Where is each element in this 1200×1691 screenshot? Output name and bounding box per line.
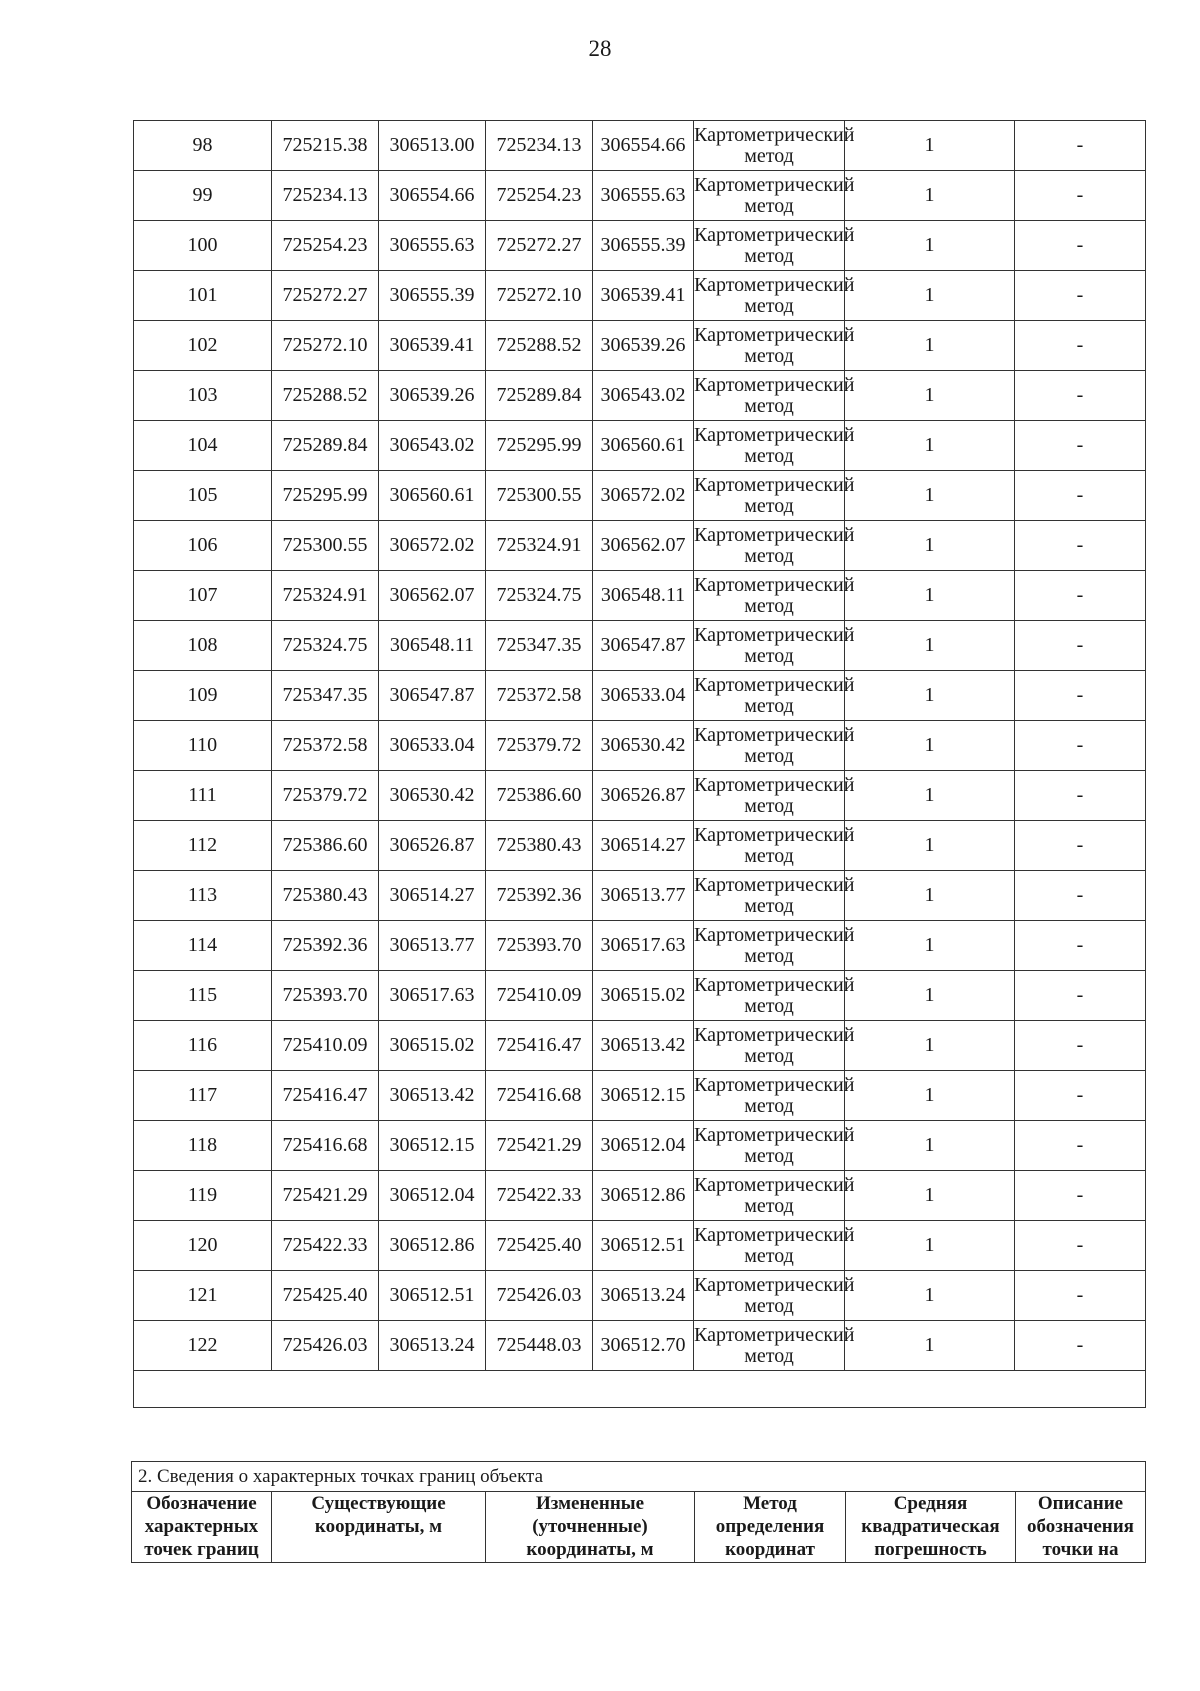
cell-point: 109 xyxy=(134,671,272,721)
cell-method: Картометрический метод xyxy=(694,1221,845,1271)
table-row xyxy=(134,671,1146,721)
cell-changed-y: 306512.15 xyxy=(593,1071,694,1121)
cell-accuracy: 1 xyxy=(845,571,1015,621)
cell-description: - xyxy=(1015,271,1146,321)
cell-changed-y: 306512.51 xyxy=(593,1221,694,1271)
cell-changed-y: 306517.63 xyxy=(593,921,694,971)
cell-changed-y: 306555.39 xyxy=(593,221,694,271)
cell-changed-y: 306526.87 xyxy=(593,771,694,821)
cell-changed-x: 725254.23 xyxy=(486,171,593,221)
cell-method: Картометрический метод xyxy=(694,521,845,571)
cell-existing-x: 725422.33 xyxy=(272,1221,379,1271)
cell-changed-x: 725295.99 xyxy=(486,421,593,471)
cell-existing-y: 306562.07 xyxy=(379,571,486,621)
cell-changed-x: 725416.47 xyxy=(486,1021,593,1071)
cell-changed-x: 725448.03 xyxy=(486,1321,593,1371)
cell-accuracy: 1 xyxy=(845,321,1015,371)
table-row xyxy=(134,171,1146,221)
cell-changed-y: 306513.24 xyxy=(593,1271,694,1321)
table-row xyxy=(134,1221,1146,1271)
table-row xyxy=(134,271,1146,321)
cell-point: 108 xyxy=(134,621,272,671)
cell-existing-y: 306533.04 xyxy=(379,721,486,771)
cell-existing-x: 725324.75 xyxy=(272,621,379,671)
cell-description: - xyxy=(1015,1121,1146,1171)
cell-point: 112 xyxy=(134,821,272,871)
cell-changed-x: 725393.70 xyxy=(486,921,593,971)
table-row xyxy=(134,521,1146,571)
cell-changed-x: 725234.13 xyxy=(486,121,593,171)
empty-row xyxy=(134,1371,1146,1408)
cell-existing-x: 725386.60 xyxy=(272,821,379,871)
cell-accuracy: 1 xyxy=(845,1171,1015,1221)
cell-point: 104 xyxy=(134,421,272,471)
cell-changed-x: 725324.91 xyxy=(486,521,593,571)
cell-changed-y: 306539.26 xyxy=(593,321,694,371)
cell-description: - xyxy=(1015,871,1146,921)
cell-point: 114 xyxy=(134,921,272,971)
table-row xyxy=(134,1271,1146,1321)
cell-method: Картометрический метод xyxy=(694,971,845,1021)
cell-description: - xyxy=(1015,921,1146,971)
cell-method: Картометрический метод xyxy=(694,171,845,221)
cell-method: Картометрический метод xyxy=(694,671,845,721)
cell-existing-x: 725416.47 xyxy=(272,1071,379,1121)
header-accuracy: Средняя квадратическая погрешность xyxy=(846,1492,1016,1563)
cell-description: - xyxy=(1015,1221,1146,1271)
cell-existing-y: 306512.15 xyxy=(379,1121,486,1171)
cell-existing-y: 306539.26 xyxy=(379,371,486,421)
cell-point: 100 xyxy=(134,221,272,271)
cell-changed-x: 725272.10 xyxy=(486,271,593,321)
cell-method: Картометрический метод xyxy=(694,1021,845,1071)
cell-existing-x: 725380.43 xyxy=(272,871,379,921)
cell-method: Картометрический метод xyxy=(694,771,845,821)
cell-changed-y: 306530.42 xyxy=(593,721,694,771)
cell-changed-y: 306514.27 xyxy=(593,821,694,871)
table-row xyxy=(134,1321,1146,1371)
cell-existing-x: 725272.27 xyxy=(272,271,379,321)
cell-method: Картометрический метод xyxy=(694,321,845,371)
cell-method: Картометрический метод xyxy=(694,121,845,171)
cell-existing-x: 725215.38 xyxy=(272,121,379,171)
empty-cell xyxy=(134,1371,1146,1408)
table-row xyxy=(134,871,1146,921)
cell-existing-x: 725324.91 xyxy=(272,571,379,621)
cell-existing-y: 306513.42 xyxy=(379,1071,486,1121)
cell-description: - xyxy=(1015,971,1146,1021)
cell-existing-x: 725288.52 xyxy=(272,371,379,421)
cell-accuracy: 1 xyxy=(845,671,1015,721)
cell-description: - xyxy=(1015,1171,1146,1221)
cell-description: - xyxy=(1015,1321,1146,1371)
table-row xyxy=(134,221,1146,271)
cell-existing-x: 725421.29 xyxy=(272,1171,379,1221)
cell-existing-y: 306515.02 xyxy=(379,1021,486,1071)
cell-method: Картометрический метод xyxy=(694,1121,845,1171)
section2-title: 2. Сведения о характерных точках границ объекта xyxy=(132,1462,1146,1492)
cell-changed-x: 725347.35 xyxy=(486,621,593,671)
cell-existing-y: 306554.66 xyxy=(379,171,486,221)
cell-changed-x: 725372.58 xyxy=(486,671,593,721)
page-number: 28 xyxy=(588,36,612,61)
cell-point: 110 xyxy=(134,721,272,771)
cell-accuracy: 1 xyxy=(845,221,1015,271)
cell-method: Картометрический метод xyxy=(694,721,845,771)
cell-existing-x: 725416.68 xyxy=(272,1121,379,1171)
cell-point: 102 xyxy=(134,321,272,371)
cell-existing-x: 725289.84 xyxy=(272,421,379,471)
cell-description: - xyxy=(1015,221,1146,271)
cell-method: Картометрический метод xyxy=(694,421,845,471)
cell-existing-y: 306555.63 xyxy=(379,221,486,271)
cell-description: - xyxy=(1015,1021,1146,1071)
cell-description: - xyxy=(1015,1271,1146,1321)
cell-changed-x: 725288.52 xyxy=(486,321,593,371)
cell-accuracy: 1 xyxy=(845,1121,1015,1171)
table-row xyxy=(134,571,1146,621)
table-row xyxy=(134,1171,1146,1221)
cell-point: 101 xyxy=(134,271,272,321)
cell-description: - xyxy=(1015,571,1146,621)
cell-point: 122 xyxy=(134,1321,272,1371)
cell-changed-x: 725426.03 xyxy=(486,1271,593,1321)
cell-changed-x: 725324.75 xyxy=(486,571,593,621)
cell-changed-x: 725289.84 xyxy=(486,371,593,421)
cell-changed-x: 725410.09 xyxy=(486,971,593,1021)
cell-changed-y: 306539.41 xyxy=(593,271,694,321)
cell-changed-y: 306560.61 xyxy=(593,421,694,471)
table-row xyxy=(134,421,1146,471)
coordinates-table xyxy=(133,120,1146,1408)
cell-description: - xyxy=(1015,121,1146,171)
cell-accuracy: 1 xyxy=(845,871,1015,921)
cell-point: 116 xyxy=(134,1021,272,1071)
cell-accuracy: 1 xyxy=(845,1271,1015,1321)
cell-point: 99 xyxy=(134,171,272,221)
cell-point: 115 xyxy=(134,971,272,1021)
cell-changed-x: 725421.29 xyxy=(486,1121,593,1171)
table-row xyxy=(134,321,1146,371)
cell-changed-x: 725425.40 xyxy=(486,1221,593,1271)
cell-method: Картометрический метод xyxy=(694,1071,845,1121)
cell-accuracy: 1 xyxy=(845,721,1015,771)
cell-existing-y: 306517.63 xyxy=(379,971,486,1021)
cell-point: 118 xyxy=(134,1121,272,1171)
cell-point: 105 xyxy=(134,471,272,521)
cell-existing-y: 306539.41 xyxy=(379,321,486,371)
cell-changed-x: 725379.72 xyxy=(486,721,593,771)
cell-description: - xyxy=(1015,621,1146,671)
cell-existing-y: 306512.04 xyxy=(379,1171,486,1221)
cell-existing-x: 725410.09 xyxy=(272,1021,379,1071)
cell-accuracy: 1 xyxy=(845,771,1015,821)
header-points: Обозначение характерных точек границ xyxy=(132,1492,272,1563)
cell-changed-y: 306547.87 xyxy=(593,621,694,671)
cell-existing-x: 725372.58 xyxy=(272,721,379,771)
cell-existing-y: 306560.61 xyxy=(379,471,486,521)
cell-existing-x: 725272.10 xyxy=(272,321,379,371)
cell-accuracy: 1 xyxy=(845,521,1015,571)
header-existing-coordinates: Существующие координаты, м xyxy=(272,1492,486,1563)
cell-method: Картометрический метод xyxy=(694,271,845,321)
cell-changed-y: 306572.02 xyxy=(593,471,694,521)
cell-changed-y: 306543.02 xyxy=(593,371,694,421)
cell-accuracy: 1 xyxy=(845,921,1015,971)
cell-changed-x: 725416.68 xyxy=(486,1071,593,1121)
cell-existing-y: 306547.87 xyxy=(379,671,486,721)
cell-changed-y: 306512.70 xyxy=(593,1321,694,1371)
cell-changed-y: 306512.86 xyxy=(593,1171,694,1221)
cell-existing-x: 725234.13 xyxy=(272,171,379,221)
cell-accuracy: 1 xyxy=(845,271,1015,321)
cell-point: 119 xyxy=(134,1171,272,1221)
cell-point: 103 xyxy=(134,371,272,421)
cell-existing-y: 306526.87 xyxy=(379,821,486,871)
cell-existing-x: 725254.23 xyxy=(272,221,379,271)
cell-changed-x: 725380.43 xyxy=(486,821,593,871)
cell-accuracy: 1 xyxy=(845,121,1015,171)
cell-existing-y: 306513.00 xyxy=(379,121,486,171)
cell-changed-y: 306554.66 xyxy=(593,121,694,171)
cell-changed-x: 725422.33 xyxy=(486,1171,593,1221)
cell-method: Картометрический метод xyxy=(694,621,845,671)
cell-existing-y: 306555.39 xyxy=(379,271,486,321)
cell-description: - xyxy=(1015,371,1146,421)
cell-method: Картометрический метод xyxy=(694,1171,845,1221)
cell-existing-y: 306530.42 xyxy=(379,771,486,821)
cell-existing-x: 725300.55 xyxy=(272,521,379,571)
cell-description: - xyxy=(1015,671,1146,721)
cell-existing-x: 725392.36 xyxy=(272,921,379,971)
cell-point: 113 xyxy=(134,871,272,921)
cell-method: Картометрический метод xyxy=(694,871,845,921)
cell-point: 120 xyxy=(134,1221,272,1271)
cell-existing-y: 306512.51 xyxy=(379,1271,486,1321)
table-row xyxy=(134,771,1146,821)
table-row xyxy=(134,1121,1146,1171)
cell-accuracy: 1 xyxy=(845,621,1015,671)
cell-method: Картометрический метод xyxy=(694,221,845,271)
section2-table xyxy=(131,1461,1146,1563)
table-row xyxy=(134,471,1146,521)
table-row xyxy=(134,1021,1146,1071)
table-row xyxy=(134,921,1146,971)
cell-description: - xyxy=(1015,471,1146,521)
cell-changed-y: 306562.07 xyxy=(593,521,694,571)
cell-method: Картометрический метод xyxy=(694,471,845,521)
cell-changed-x: 725300.55 xyxy=(486,471,593,521)
cell-point: 117 xyxy=(134,1071,272,1121)
cell-existing-y: 306572.02 xyxy=(379,521,486,571)
cell-description: - xyxy=(1015,171,1146,221)
cell-changed-y: 306533.04 xyxy=(593,671,694,721)
table-row xyxy=(134,721,1146,771)
cell-description: - xyxy=(1015,421,1146,471)
cell-accuracy: 1 xyxy=(845,971,1015,1021)
cell-accuracy: 1 xyxy=(845,171,1015,221)
cell-point: 121 xyxy=(134,1271,272,1321)
cell-existing-y: 306513.77 xyxy=(379,921,486,971)
cell-description: - xyxy=(1015,821,1146,871)
cell-method: Картометрический метод xyxy=(694,1321,845,1371)
cell-description: - xyxy=(1015,771,1146,821)
cell-existing-y: 306513.24 xyxy=(379,1321,486,1371)
table-row xyxy=(134,971,1146,1021)
cell-existing-x: 725295.99 xyxy=(272,471,379,521)
cell-point: 98 xyxy=(134,121,272,171)
cell-existing-y: 306514.27 xyxy=(379,871,486,921)
cell-point: 106 xyxy=(134,521,272,571)
cell-existing-y: 306512.86 xyxy=(379,1221,486,1271)
cell-changed-y: 306513.77 xyxy=(593,871,694,921)
cell-method: Картометрический метод xyxy=(694,921,845,971)
cell-changed-y: 306548.11 xyxy=(593,571,694,621)
table-row xyxy=(134,121,1146,171)
cell-accuracy: 1 xyxy=(845,421,1015,471)
cell-existing-y: 306548.11 xyxy=(379,621,486,671)
header-description: Описание обозначения точки на xyxy=(1016,1492,1146,1563)
cell-method: Картометрический метод xyxy=(694,1271,845,1321)
table-row xyxy=(134,371,1146,421)
cell-existing-x: 725379.72 xyxy=(272,771,379,821)
header-method: Метод определения координат xyxy=(695,1492,846,1563)
cell-changed-y: 306555.63 xyxy=(593,171,694,221)
cell-method: Картометрический метод xyxy=(694,371,845,421)
cell-changed-x: 725392.36 xyxy=(486,871,593,921)
cell-description: - xyxy=(1015,321,1146,371)
cell-changed-x: 725386.60 xyxy=(486,771,593,821)
cell-changed-y: 306512.04 xyxy=(593,1121,694,1171)
cell-accuracy: 1 xyxy=(845,1221,1015,1271)
cell-accuracy: 1 xyxy=(845,1071,1015,1121)
cell-changed-y: 306513.42 xyxy=(593,1021,694,1071)
cell-changed-y: 306515.02 xyxy=(593,971,694,1021)
cell-accuracy: 1 xyxy=(845,471,1015,521)
header-changed-coordinates: Измененные (уточненные) координаты, м xyxy=(486,1492,695,1563)
cell-method: Картометрический метод xyxy=(694,571,845,621)
cell-existing-x: 725347.35 xyxy=(272,671,379,721)
cell-description: - xyxy=(1015,521,1146,571)
cell-accuracy: 1 xyxy=(845,1021,1015,1071)
cell-point: 111 xyxy=(134,771,272,821)
cell-description: - xyxy=(1015,1071,1146,1121)
cell-point: 107 xyxy=(134,571,272,621)
cell-method: Картометрический метод xyxy=(694,821,845,871)
cell-existing-y: 306543.02 xyxy=(379,421,486,471)
cell-accuracy: 1 xyxy=(845,371,1015,421)
cell-existing-x: 725425.40 xyxy=(272,1271,379,1321)
table-row xyxy=(134,821,1146,871)
cell-existing-x: 725426.03 xyxy=(272,1321,379,1371)
table-row xyxy=(134,621,1146,671)
table-row xyxy=(134,1071,1146,1121)
cell-accuracy: 1 xyxy=(845,1321,1015,1371)
cell-changed-x: 725272.27 xyxy=(486,221,593,271)
cell-existing-x: 725393.70 xyxy=(272,971,379,1021)
cell-accuracy: 1 xyxy=(845,821,1015,871)
cell-description: - xyxy=(1015,721,1146,771)
coordinates-table-body xyxy=(134,121,1146,1408)
